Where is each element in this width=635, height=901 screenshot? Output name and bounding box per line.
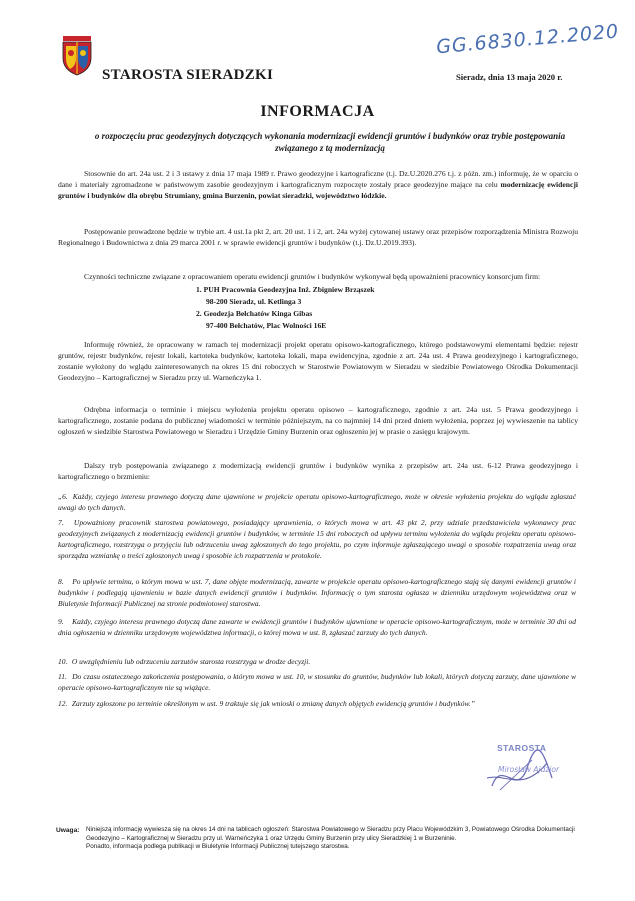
quote-item-12: 12. Zarzuty zgłoszone po terminie określonym w ust. 9 traktuje się jak wnioski o zmianę danych objętych ewidencją gruntów i budynków.”: [58, 699, 475, 708]
paragraph-separate-notice: Odrębna informacja o terminie i miejscu wyłożenia projektu operatu opisowo – kartograficznego, zgodnie z art. 24a ust. 5 Prawa geodezyjnego i kartograficznego, zostanie podana do publicznej wiadomości w terminie późniejszym, na co najmniej 14 dni przed dniem wyłożenia, poprzez jej wywieszenie na tablicy ogłoszeń w siedzibie Starostwa Powiatowego w Sieradzu i Urzędzie Gminy Burzenin oraz ogłoszeniu jej w prasie o zasięgu krajowym.: [58, 405, 578, 437]
consortium-member-1-address: 98-200 Sieradz, ul. Ketlinga 3: [206, 297, 302, 306]
paragraph-legal-basis: Postępowanie prowadzone będzie w trybie art. 4 ust.1a pkt 2, art. 20 ust. 1 i 2, art. 24a wyżej cytowanej ustawy oraz przepisów rozporządzenia Ministra Rozwoju Regionalnego i Budownictwa z dnia 29 marca 2001 r. w sprawie ewidencji gruntów i budynków (t.j. Dz.U.2019.393).: [58, 227, 578, 248]
footer-note-label: Uwaga:: [56, 827, 80, 834]
consortium-member-2-name: 2. Geodezja Bełchatów Kinga Gibas: [196, 309, 313, 318]
handwritten-case-number: GG.6830.12.2020: [435, 20, 621, 59]
paragraph-intro: Stosownie do art. 24a ust. 2 i 3 ustawy z dnia 17 maja 1989 r. Prawo geodezyjne i kartograficzne (t.j. Dz.U.2020.276 t.j. z późn. zm.) informuję, że w oparciu o dane i materiały zgromadzone w państwowym zasobie geodezyjnym i kartograficznym rozpoczęte zostały prace geodezyjne mające na celu modernizację ewidencji gruntów i budynków dla obrębu Strumiany, gmina Burzenin, powiat sieradzki, województwo łódzkie.: [58, 169, 578, 201]
paragraph-display-info: Informuję również, że opracowany w ramach tej modernizacji projekt operatu opisowo-kartograficznego, którego podstawowymi elementami będzie: rejestr gruntów, rejestr budynków, rejestr lokali, kartoteka budynków, kartoteka lokali, mapa ewidencyjna, zgodnie z art. 24a ust. 4 Prawa geodezyjnego i kartograficznego, zostanie wyłożony do wglądu zainteresowanych na okres 15 dni roboczych w Starostwie Powiatowym w Sieradzu w siedzibie Powiatowego Ośrodka Dokumentacji Geodezyjno – Kartograficznej w Sieradzu przy ul. Warneńczyka 1.: [58, 340, 578, 383]
stamp-title: STAROSTA: [497, 743, 547, 753]
footer-note: Niniejszą informację wywiesza się na okres 14 dni na tablicach ogłoszeń: Starostwa Powiatowego w Sieradzu przy Placu Wojewódzkim 3, Powiatowego Ośrodka Dokumentacji Geodezyjno – Kartograficznej w Sieradzu przy ul. Warneńczyka 1 oraz Urzędu Gminy Burzenin przy ulicy Sieradzkiej 1 w Burzeninie. Ponadto, informacja podlega publikacji w Biuletynie Informacji Publicznej tutejszego starostwa.: [86, 826, 575, 851]
quote-item-6: „6. Każdy, czyjego interesu prawnego dotyczą dane ujawnione w projekcie operatu opisowo-kartograficznego, może w okresie wyłożenia projektu do wglądu zgłaszać uwagi do tych danych.: [58, 492, 577, 512]
quote-item-9: 9. Każdy, czyjego interesu prawnego dotyczą dane zawarte w ewidencji gruntów i budynków ujawnione w operacie opisowo-kartograficznym, może w terminie 30 dni od dnia ogłoszenia w dzienniku urzędowym województwa informacji, o której mowa w ust. 8, zgłaszać zarzuty do tych danych.: [58, 617, 577, 637]
document-title: INFORMACJA: [260, 103, 375, 120]
consortium-member-2-address: 97-400 Bełchatów, Plac Wolności 16E: [206, 321, 327, 330]
quote-item-11: 11. Do czasu ostatecznego zakończenia postępowania, o którym mowa w ust. 10, w stosunku do gruntów, budynków lub lokali, których dotyczą zarzuty, dane ujawnione w operacie opisowo-kartograficznym nie są wiążące.: [58, 672, 576, 692]
stamp-signatory: Mirosław Ajdzior: [498, 765, 560, 774]
coat-of-arms-logo: [60, 36, 94, 76]
document-date: Sieradz, dnia 13 maja 2020 r.: [456, 72, 563, 82]
paragraph-further-procedure: Dalszy tryb postępowania związanego z modernizacją ewidencji gruntów i budynków wynika z przepisów art. 24a ust. 6-12 Prawa geodezyjnego i kartograficznego o brzmieniu:: [58, 461, 578, 482]
document-subtitle: o rozpoczęciu prac geodezyjnych dotyczących wykonania modernizacji ewidencji gruntów i budynków oraz trybie postępowania związanego z tą modernizacją: [94, 131, 566, 153]
consortium-member-1-name: 1. PUH Pracownia Geodezyjna Inż. Zbigniew Brząszek: [196, 285, 375, 294]
authority-name: STAROSTA SIERADZKI: [102, 67, 274, 83]
quote-item-7: 7. Upoważniony pracownik starostwa powiatowego, posiadający uprawnienia, o których mowa w art. 43 pkt 2, przy udziale przedstawiciela wykonawcy prac geodezyjnych związanych z modernizacją ewidencji gruntów i budynków, w terminie 15 dni roboczych od upływu terminu wyłożenia do wglądu projektu operatu opisowo-kartograficznego, rozstrzyga o przyjęciu lub odrzuceniu uwag zgłoszonych do tego projektu, po czym informuje zgłaszającego uwagi o sposobie rozpatrzenia uwag oraz sporządza wzmiankę o treści zgłoszonych uwag i sposobie ich rozpatrzenia w protokole.: [58, 518, 576, 560]
paragraph-consortium: Czynności techniczne związane z opracowaniem operatu ewidencji gruntów i budynków wykonywał będą upoważnieni pracownicy konsorcjum firm:: [84, 272, 541, 281]
quote-item-10: 10. O uwzględnieniu lub odrzuceniu zarzutów starosta rozstrzyga w drodze decyzji.: [58, 657, 311, 666]
quote-item-8: 8. Po upływie terminu, o którym mowa w ust. 7, dane objęte modernizacją, zawarte w projekcie operatu opisowo-kartograficznego stają się danymi ewidencji gruntów i budynków i podlegają ujawnieniu w bazie danych ewidencji gruntów i budynków. Informację o tym starosta ogłasza w dzienniku urzędowym województwa oraz w Biuletynie Informacji Publicznej na stronie podmiotowej starostwa.: [58, 577, 576, 608]
